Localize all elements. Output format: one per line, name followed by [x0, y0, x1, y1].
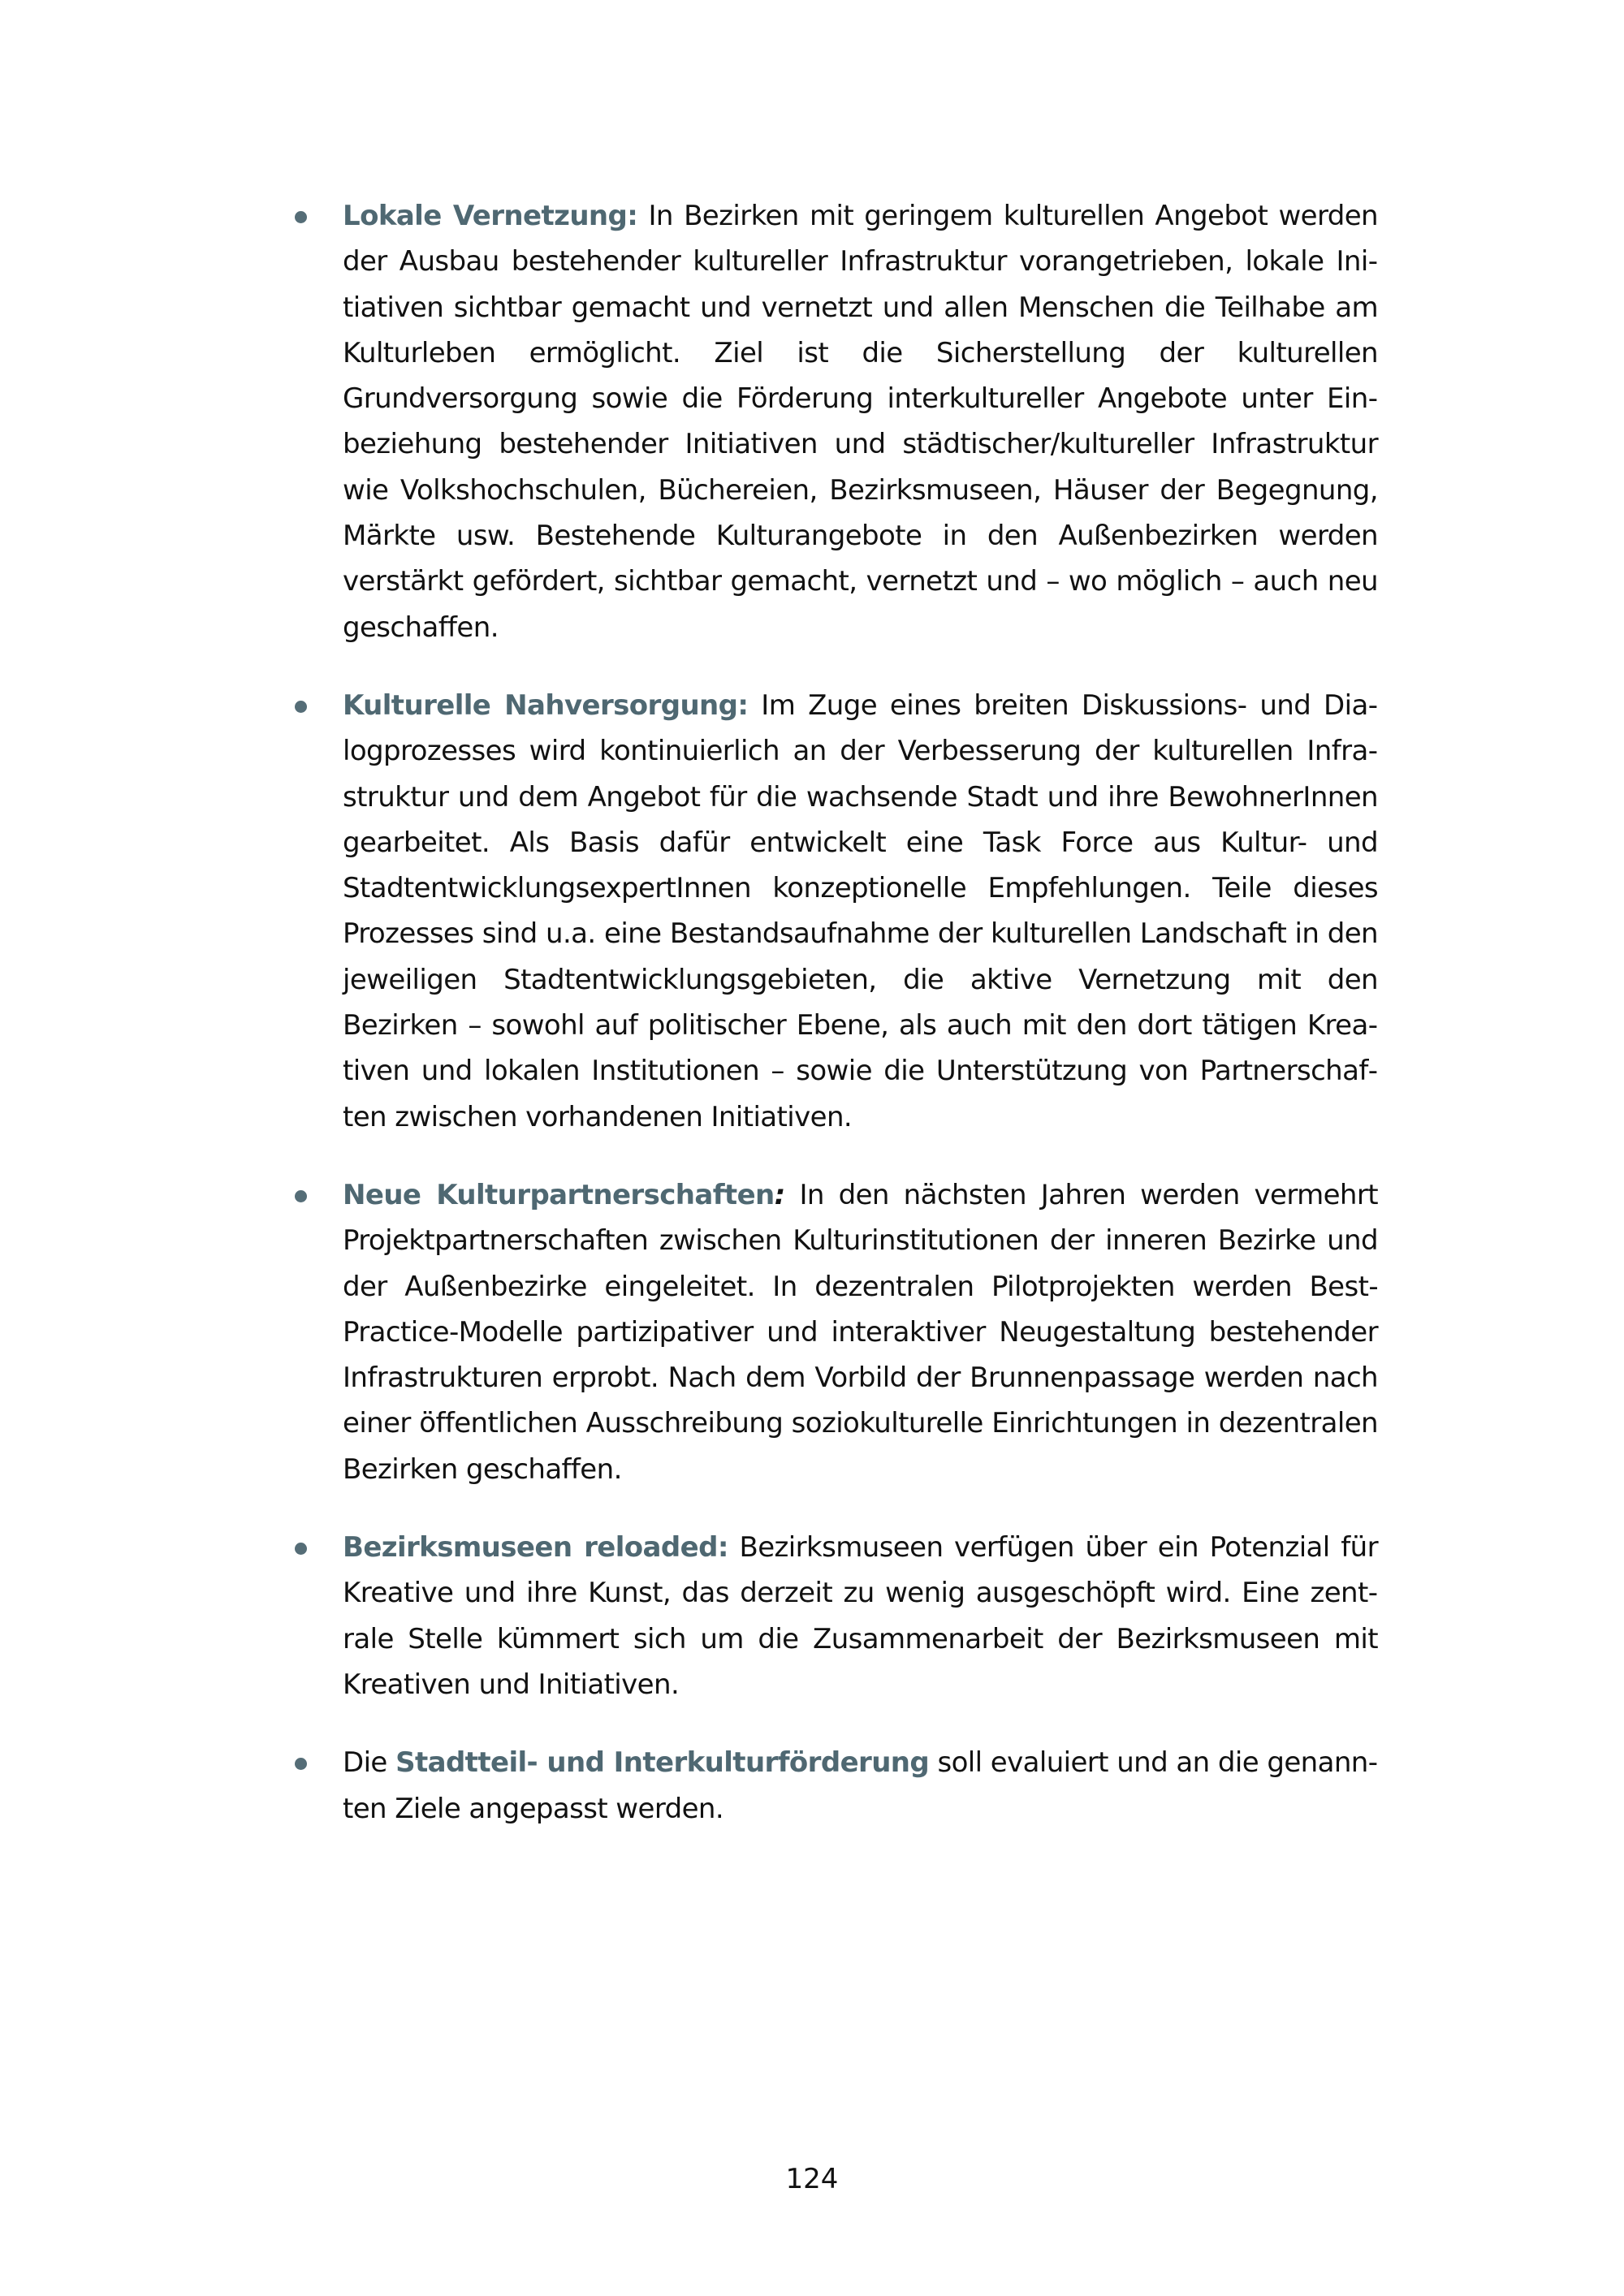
bullet-body-text: Im Zuge eines breiten Diskussions- und Dialogprozesses wird kontinuierlich an der Verbesserung der kulturellen Infrastruktur und dem Angebot für die wachsende Stadt und ihre BewohnerInnen gearbeitet. Als Basis dafür entwickelt eine Task Force aus Kultur- und StadtentwicklungsexpertInnen konzeptionelle Empfehlungen. Teile dieses Prozesses sind u.a. eine Bestandsaufnahme der kulturellen Landschaft in den jeweiligen Stadtentwicklungsgebieten, die aktive Vernetzung mit den Bezirken – sowohl auf politischer Ebene, als auch mit den dort tätigen Kreativen und lokalen Institutionen – sowie die Unterstützung von Partnerschaften zwischen vorhandenen Initiativen. [343, 688, 1378, 1133]
bullet-dot-icon [295, 701, 307, 713]
bullet-dot-icon [295, 211, 307, 223]
bullet-list [286, 193, 1378, 1832]
bullet-dot-icon [295, 1758, 307, 1770]
bullet-dot-icon [295, 1190, 307, 1202]
bullet-body-text: soll evaluiert und an die genannten Ziele angepasst werden. [343, 1746, 1378, 1825]
bullet-item-neue-kulturpartnerschaften [286, 1172, 1378, 1492]
page-content [286, 193, 1378, 1864]
bullet-item-kulturelle-nahversorgung [286, 683, 1378, 1140]
bullet-item-lokale-vernetzung [286, 193, 1378, 650]
bullet-separator: : [774, 1178, 785, 1211]
bullet-prefix: Die [343, 1746, 396, 1780]
bullet-heading: Lokale Vernetzung: [343, 200, 638, 232]
bullet-body-text: In Bezirken mit geringem kulturellen Angebot werden der Ausbau bestehender kultureller Infrastruktur vorangetrieben, lokale Initiativen sichtbar gemacht und vernetzt und allen Menschen die Teilhabe am Kulturleben ermöglicht. Ziel ist die Sicherstellung der kulturellen Grundversorgung sowie die Förderung interkultureller Angebote unter Einbeziehung bestehender Initiativen und städtischer/kultureller Infrastruktur wie Volkshochschulen, Büchereien, Bezirksmuseen, Häuser der Begegnung, Märkte usw. Bestehende Kulturangebote in den Außenbezirken werden verstärkt gefördert, sichtbar gemacht, vernetzt und – wo möglich – auch neu geschaffen. [343, 200, 1379, 644]
bullet-item-bezirksmuseen-reloaded [286, 1525, 1378, 1707]
bullet-heading: Neue Kulturpartnerschaften [343, 1178, 775, 1211]
page-number: 124 [785, 2163, 839, 2195]
bullet-body-text: Bezirksmuseen verfügen über ein Potenzial für Kreative und ihre Kunst, das derzeit zu wenig ausgeschöpft wird. Eine zentrale Stelle kümmert sich um die Zusammenarbeit der Bezirksmuseen mit Kreativen und Initiativen. [343, 1531, 1378, 1701]
bullet-dot-icon [295, 1543, 307, 1555]
bullet-heading: Bezirksmuseen reloaded: [343, 1531, 728, 1564]
bullet-heading: Kulturelle Nahversorgung: [343, 688, 749, 722]
bullet-item-stadtteil-interkulturfoerderung [286, 1740, 1378, 1832]
bullet-heading: Stadtteil- und Interkulturförderung [395, 1746, 930, 1780]
bullet-body-text: In den nächsten Jahren werden vermehrt Projektpartnerschaften zwischen Kulturinstitutionen der inneren Bezirke und der Außenbezirke eingeleitet. In dezentralen Pilotprojekten werden Best-Practice-Modelle partizipativer und interaktiver Neugestaltung bestehender Infrastrukturen erprobt. Nach dem Vorbild der Brunnenpassage werden nach einer öffentlichen Ausschreibung soziokulturelle Einrichtungen in dezentralen Bezirken geschaffen. [343, 1178, 1378, 1486]
